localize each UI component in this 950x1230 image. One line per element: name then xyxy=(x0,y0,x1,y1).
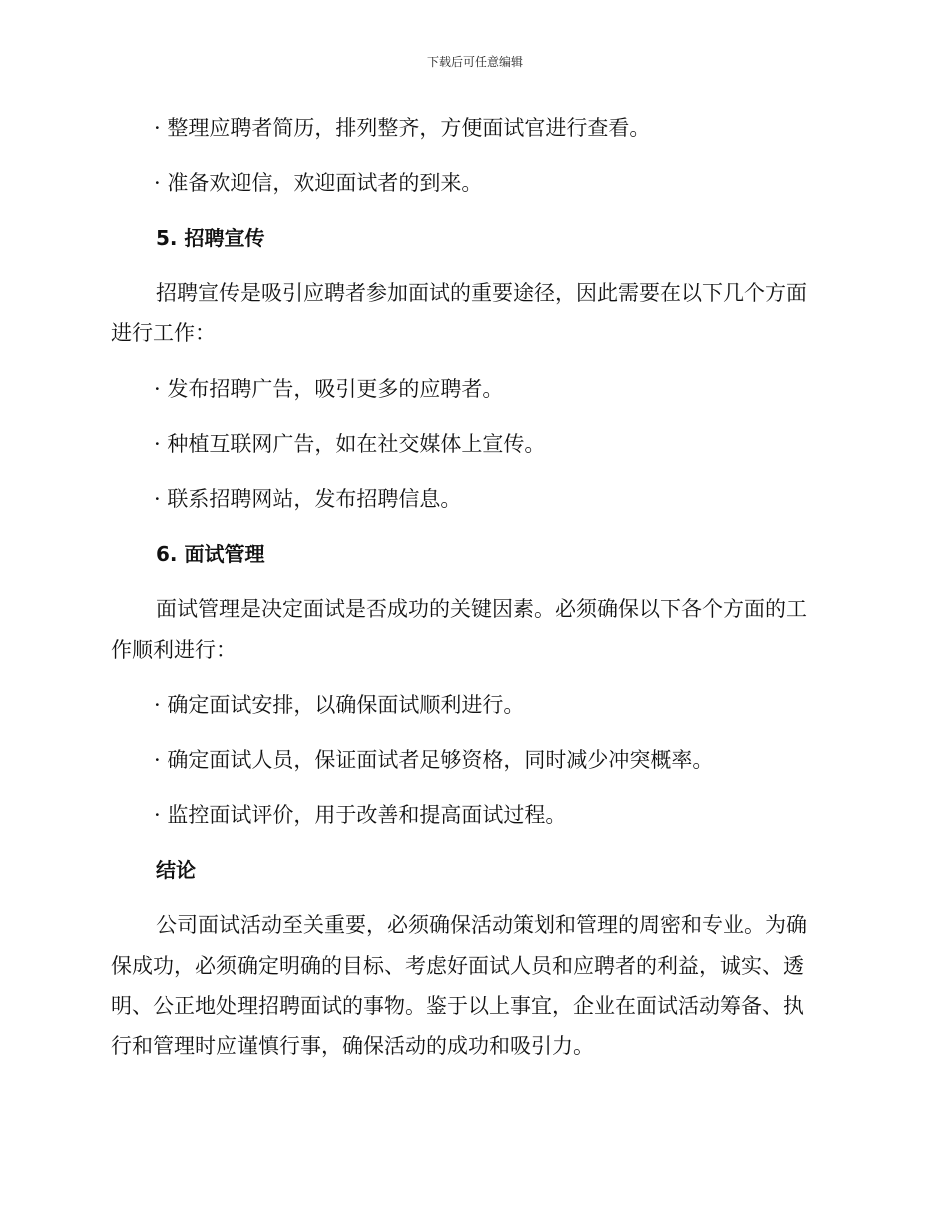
paragraph-line: 招聘宣传是吸引应聘者参加面试的重要途径，因此需要在以下几个方面 xyxy=(156,281,807,305)
paragraph-line: 进行工作： xyxy=(111,321,216,345)
bullet-item: · 整理应聘者简历，排列整齐，方便面试官进行查看。 xyxy=(154,116,651,140)
section-heading-6: 6. 面试管理 xyxy=(156,542,265,566)
bullet-item: · 确定面试安排，以确保面试顺利进行。 xyxy=(154,693,525,717)
bullet-item: · 确定面试人员，保证面试者足够资格，同时减少冲突概率。 xyxy=(154,748,714,772)
paragraph-line: 公司面试活动至关重要，必须确保活动策划和管理的周密和专业。为确 xyxy=(156,913,807,937)
section-heading-conclusion: 结论 xyxy=(156,858,196,882)
paragraph-line: 作顺利进行： xyxy=(111,638,237,662)
paragraph-line: 保成功，必须确定明确的目标、考虑好面试人员和应聘者的利益，诚实、透 xyxy=(111,954,804,978)
paragraph-line: 明、公正地处理招聘面试的事物。鉴于以上事宜，企业在面试活动筹备、执 xyxy=(111,994,804,1018)
paragraph-line: 行和管理时应谨慎行事，确保活动的成功和吸引力。 xyxy=(111,1034,594,1058)
paragraph-line: 面试管理是决定面试是否成功的关键因素。必须确保以下各个方面的工 xyxy=(156,597,807,621)
bullet-item: · 发布招聘广告，吸引更多的应聘者。 xyxy=(154,377,504,401)
bullet-item: · 监控面试评价，用于改善和提高面试过程。 xyxy=(154,803,567,827)
bullet-item: · 种植互联网广告，如在社交媒体上宣传。 xyxy=(154,432,546,456)
section-heading-5: 5. 招聘宣传 xyxy=(156,226,265,250)
bullet-item: · 准备欢迎信，欢迎面试者的到来。 xyxy=(154,171,483,195)
bullet-item: · 联系招聘网站，发布招聘信息。 xyxy=(154,487,462,511)
page-header: 下载后可任意编辑 xyxy=(426,55,523,69)
